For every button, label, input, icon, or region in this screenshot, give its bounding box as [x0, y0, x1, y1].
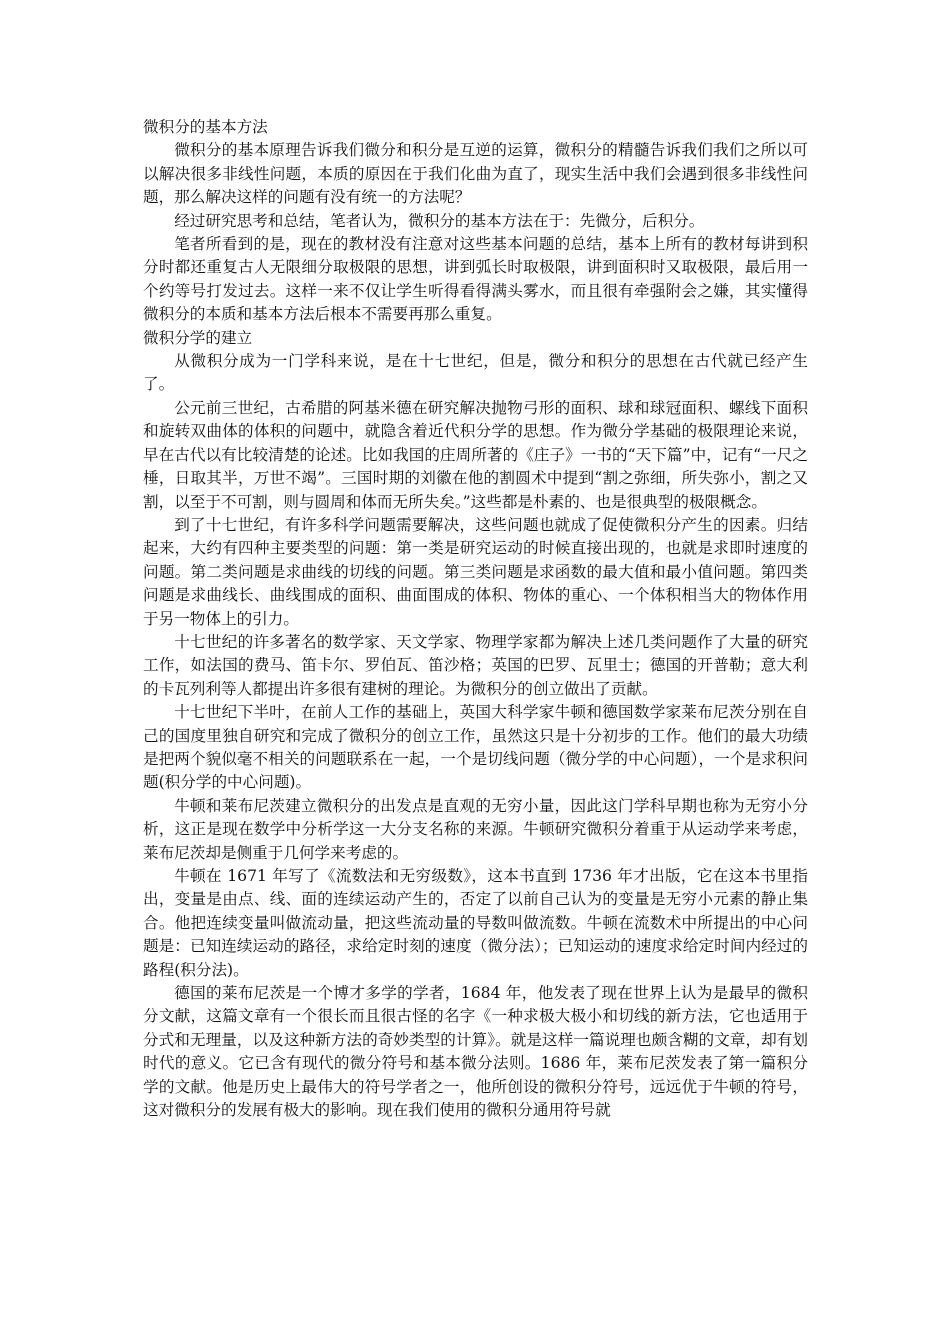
document-page: [143, 116, 808, 1122]
paragraph: 牛顿和莱布尼茨建立微积分的出发点是直观的无穷小量，因此这门学科早期也称为无穷小分析，这正是现在数学中分析学这一大分支名称的来源。牛顿研究微积分着重于从运动学来考虑，莱布尼茨却是侧重于几何学来考虑的。: [143, 796, 808, 862]
section-title-basic-method: 微积分的基本方法: [143, 118, 268, 136]
paragraph: 从微积分成为一门学科来说，是在十七世纪，但是，微分和积分的思想在古代就已经产生了。: [143, 352, 808, 394]
paragraph: 微积分的基本原理告诉我们微分和积分是互逆的运算，微积分的精髓告诉我们我们之所以可以解决很多非线性问题，本质的原因在于我们化曲为直了，现实生活中我们会遇到很多非线性问题，那么解决这样的问题有没有统一的方法呢？: [143, 141, 808, 207]
paragraph: 公元前三世纪，古希腊的阿基米德在研究解决抛物弓形的面积、球和球冠面积、螺线下面积和旋转双曲体的体积的问题中，就隐含着近代积分学的思想。作为微分学基础的极限理论来说，早在古代以有比较清楚的论述。比如我国的庄周所著的《庄子》一书的“天下篇”中，记有“一尺之棰，日取其半，万世不竭”。三国时期的刘徽在他的割圆术中提到“割之弥细，所失弥小，割之又割，以至于不可割，则与圆周和体而无所失矣。”这些都是朴素的、也是很典型的极限概念。: [143, 398, 808, 511]
paragraph: 十七世纪的许多著名的数学家、天文学家、物理学家都为解决上述几类问题作了大量的研究工作，如法国的费马、笛卡尔、罗伯瓦、笛沙格；英国的巴罗、瓦里士；德国的开普勒；意大利的卡瓦列利等人都提出许多很有建树的理论。为微积分的创立做出了贡献。: [143, 632, 808, 698]
section-title-establishment: 微积分学的建立: [143, 328, 253, 347]
paragraph: 到了十七世纪，有许多科学问题需要解决，这些问题也就成了促使微积分产生的因素。归结起来，大约有四种主要类型的问题：第一类是研究运动的时候直接出现的，也就是求即时速度的问题。第二类问题是求曲线的切线的问题。第三类问题是求函数的最大值和最小值问题。第四类问题是求曲线长、曲线围成的面积、曲面围成的体积、物体的重心、一个体积相当大的物体作用于另一物体上的引力。: [143, 515, 808, 628]
paragraph: 德国的莱布尼茨是一个博才多学的学者，1684 年，他发表了现在世界上认为是最早的微积分文献，这篇文章有一个很长而且很古怪的名字《一种求极大极小和切线的新方法，它也适用于分式和无理量，以及这种新方法的奇妙类型的计算》。就是这样一篇说理也颇含糊的文章，却有划时代的意义。它已含有现代的微分符号和基本微分法则。1686 年，莱布尼茨发表了第一篇积分学的文献。他是历史上最伟大的符号学者之一，他所创设的微积分符号，远远优于牛顿的符号，这对微积分的发展有极大的影响。现在我们使用的微积分通用符号就: [143, 984, 808, 1120]
paragraph: 十七世纪下半叶，在前人工作的基础上，英国大科学家牛顿和德国数学家莱布尼茨分别在自己的国度里独自研究和完成了微积分的创立工作，虽然这只是十分初步的工作。他们的最大功绩是把两个貌似毫不相关的问题联系在一起，一个是切线问题（微分学的中心问题），一个是求积问题(积分学的中心问题)。: [143, 703, 808, 792]
paragraph: 经过研究思考和总结，笔者认为，微积分的基本方法在于：先微分，后积分。: [174, 211, 705, 230]
paragraph: 牛顿在 1671 年写了《流数法和无穷级数》，这本书直到 1736 年才出版，它在这本书里指出，变量是由点、线、面的连续运动产生的，否定了以前自己认为的变量是无穷小元素的静止集合。他把连续变量叫做流动量，把这些流动量的导数叫做流数。牛顿在流数术中所提出的中心问题是：已知连续运动的路径，求给定时刻的速度（微分法）；已知运动的速度求给定时间内经过的路程(积分法)。: [143, 867, 808, 979]
paragraph: 笔者所看到的是，现在的教材没有注意对这些基本问题的总结，基本上所有的教材每讲到积分时都还重复古人无限细分取极限的思想，讲到弧长时取极限，讲到面积时又取极限，最后用一个约等号打发过去。这样一来不仅让学生听得看得满头雾水，而且很有牵强附会之嫌，其实懂得微积分的本质和基本方法后根本不需要再那么重复。: [143, 235, 808, 324]
